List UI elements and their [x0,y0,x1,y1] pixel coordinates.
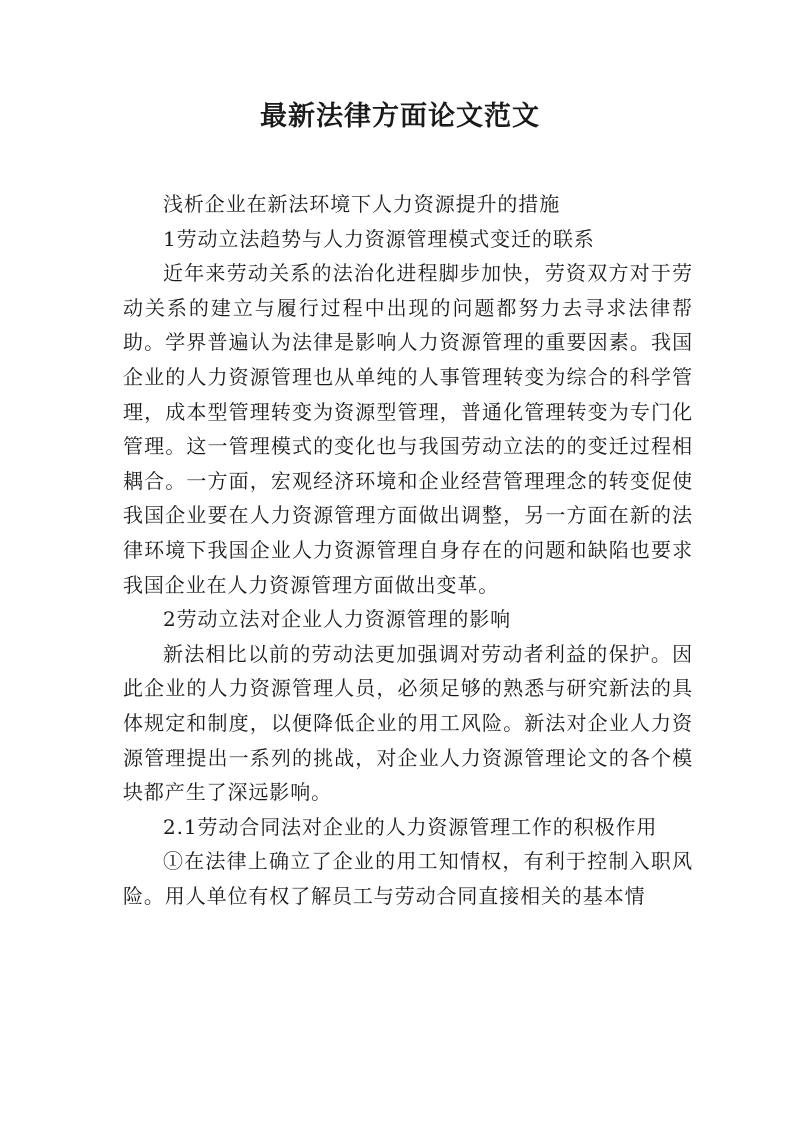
paragraph-subtitle: 浅析企业在新法环境下人力资源提升的措施 [163,192,561,216]
paragraph: 新法相比以前的劳动法更加强调对劳动者利益的保护。因此企业的人力资源管理人员，必须足够的熟悉与研究新法的具体规定和制度，以便降低企业的用工风险。新法对企业人力资源管理提出一系列的挑战，对企业人力资源管理论文的各个模块都产生了深远影响。 [123,641,693,805]
section-heading-2: 2劳动立法对企业人力资源管理的影响 [163,607,512,632]
document-body [123,187,693,913]
section-heading-1: 1劳动立法趋势与人力资源管理模式变迁的联系 [163,226,595,251]
paragraph: 近年来劳动关系的法治化进程脚步加快，劳资双方对于劳动关系的建立与履行过程中出现的问题都努力去寻求法律帮助。学界普遍认为法律是影响人力资源管理的重要因素。我国企业的人力资源管理也从单纯的人事管理转变为综合的科学管理，成本型管理转变为资源型管理，普通化管理转变为专门化管理。这一管理模式的变化也与我国劳动立法的的变迁过程相耦合。一方面，宏观经济环境和企业经营管理理念的转变促使我国企业要在人力资源管理方面做出调整，另一方面在新的法律环境下我国企业人力资源管理自身存在的问题和缺陷也要求我国企业在人力资源管理方面做出变革。 [123,261,693,597]
section-heading-2-1: 2.1劳动合同法对企业的人力资源管理工作的积极作用 [163,814,658,839]
paragraph: ①在法律上确立了企业的用工知情权，有利于控制入职风险。用人单位有权了解员工与劳动合同直接相关的基本情 [123,849,693,908]
document-title: 最新法律方面论文范文 [260,101,540,132]
